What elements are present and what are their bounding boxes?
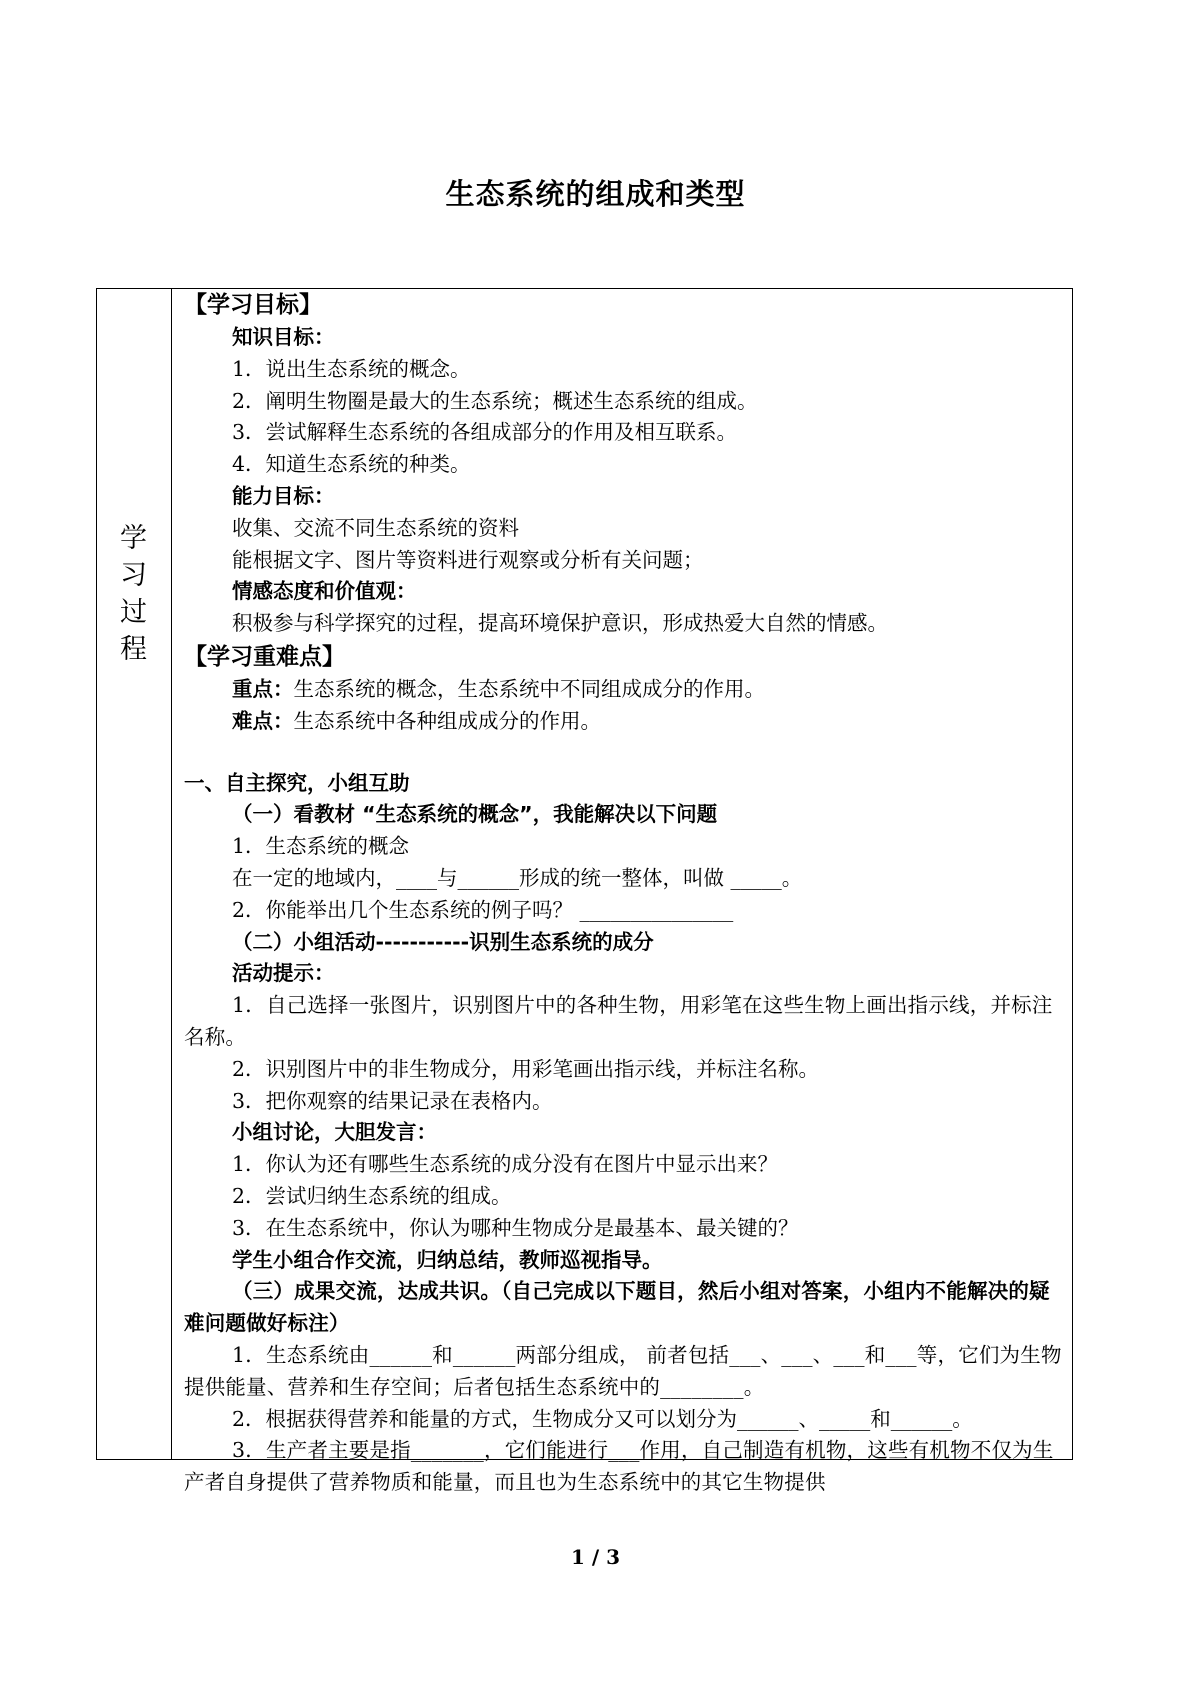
- ability-item: 能根据文字、图片等资料进行观察或分析有关问题；: [232, 547, 704, 572]
- hint-title: 活动提示：: [232, 961, 335, 986]
- spacer: [184, 738, 1064, 768]
- focus-text: 生态系统的概念，生态系统中不同组成成分的作用。: [293, 676, 765, 701]
- part1-item: 1．生态系统的概念: [232, 834, 410, 859]
- part1-heading: （一）看教材 “生态系统的概念”，我能解决以下问题: [232, 802, 718, 827]
- part3-heading: （三）成果交流，达成共识。（自己完成以下题目，然后小组对答案，小组内不能解决的疑难问题做好标注）: [184, 1279, 1050, 1336]
- side-label-char: 习: [120, 560, 147, 591]
- part1-item: 2．你能举出几个生态系统的例子吗？ _______________: [232, 897, 734, 922]
- part3-item: 1．生态系统由______和______两部分组成， 前者包括___、___、___和___等，它们为生物提供能量、营养和生存空间；后者包括生态系统中的________。: [184, 1342, 1062, 1399]
- summary-text: 学生小组合作交流，归纳总结，教师巡视指导。: [232, 1247, 663, 1272]
- hint-item: 1．自己选择一张图片，识别图片中的各种生物，用彩笔在这些生物上画出指示线，并标注名称。: [184, 993, 1053, 1049]
- part3-item: 2．根据获得营养和能量的方式，生物成分又可以划分为______、_____和______。: [232, 1406, 973, 1431]
- knowledge-item: 1．说出生态系统的概念。: [232, 356, 471, 381]
- objectives-heading: 【学习目标】: [184, 292, 322, 318]
- part3-item: 3．生产者主要是指_______，它们能进行___作用，自己制造有机物，这些有机物不仅为生产者自身提供了营养物质和能量，而且也为生态系统中的其它生物提供: [184, 1438, 1054, 1495]
- hint-item: 2．识别图片中的非生物成分，用彩笔画出指示线，并标注名称。: [232, 1056, 820, 1081]
- side-label-char: 程: [120, 634, 147, 665]
- page-title: 生态系统的组成和类型: [445, 177, 746, 211]
- knowledge-item: 4．知道生态系统的种类。: [232, 452, 471, 477]
- emotion-title: 情感态度和价值观：: [232, 579, 417, 604]
- part2-heading: （二）小组活动-----------识别生态系统的成分: [232, 929, 654, 954]
- discuss-item: 3．在生态系统中，你认为哪种生物成分是最基本、最关键的？: [232, 1215, 799, 1240]
- hint-item: 3．把你观察的结果记录在表格内。: [232, 1088, 553, 1113]
- knowledge-title: 知识目标：: [232, 325, 335, 349]
- knowledge-item: 2．阐明生物圈是最大的生态系统；概述生态系统的组成。: [232, 388, 758, 413]
- discuss-item: 2．尝试归纳生态系统的组成。: [232, 1183, 512, 1208]
- side-label-char: 学: [120, 523, 147, 554]
- difficulty-text: 生态系统中各种组成成分的作用。: [293, 708, 601, 733]
- worksheet-content: [184, 288, 1064, 1499]
- side-label-char: 过: [120, 597, 147, 628]
- difficulty-label: 难点：: [232, 708, 294, 733]
- side-label-learning-process: [96, 520, 171, 668]
- section1-heading: 一、自主探究，小组互助: [184, 770, 410, 795]
- page-number: 1 / 3: [570, 1545, 621, 1569]
- focus-label: 重点：: [232, 676, 294, 701]
- knowledge-item: 3．尝试解释生态系统的各组成部分的作用及相互联系。: [232, 420, 738, 445]
- key-points-heading: 【学习重难点】: [184, 643, 345, 670]
- ability-title: 能力目标：: [232, 483, 335, 508]
- discuss-item: 1．你认为还有哪些生态系统的成分没有在图片中显示出来？: [232, 1152, 779, 1177]
- ability-item: 收集、交流不同生态系统的资料: [232, 515, 519, 540]
- focus-line: [184, 674, 1064, 706]
- discuss-title: 小组讨论，大胆发言：: [232, 1120, 437, 1145]
- column-divider: [171, 288, 172, 1460]
- part1-fill-blank: 在一定的地域内，____与______形成的统一整体，叫做 _____。: [232, 865, 803, 890]
- emotion-text: 积极参与科学探究的过程，提高环境保护意识，形成热爱大自然的情感。: [232, 611, 888, 636]
- difficulty-line: [184, 706, 1064, 738]
